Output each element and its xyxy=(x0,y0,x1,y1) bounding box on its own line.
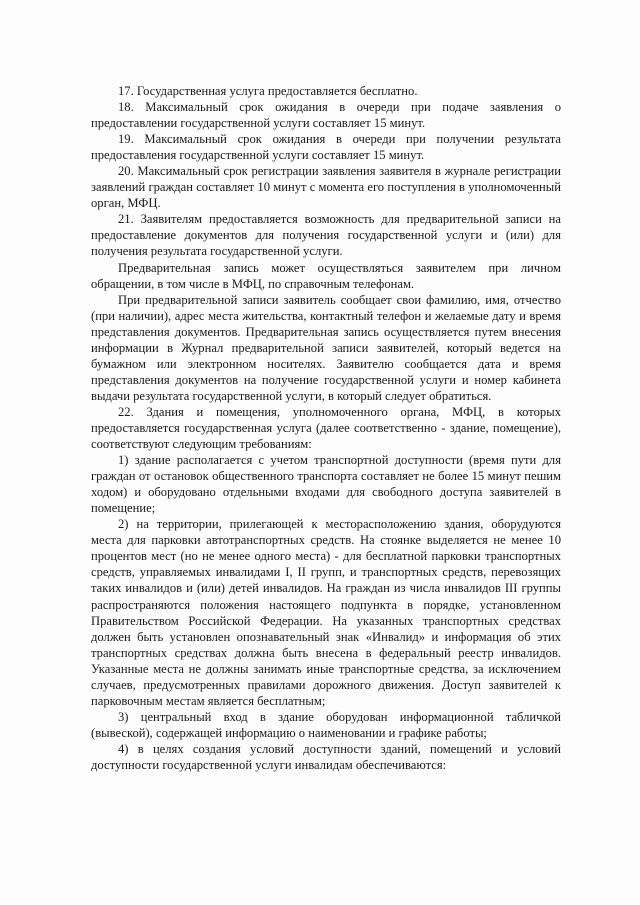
paragraph-22-item-4: 4) в целях создания условий доступности зданий, помещений и условий доступности государственной услуги инвалидам обеспечиваются: xyxy=(91,741,561,772)
paragraph-21-booking: Предварительная запись может осуществляться заявителем при личном обращении, в том числе в МФЦ, по справочным телефонам. xyxy=(91,260,561,291)
paragraph-18: 18. Максимальный срок ожидания в очереди при подаче заявления о предоставлении государственной услуги составляет 15 минут. xyxy=(91,100,561,131)
paragraph-20: 20. Максимальный срок регистрации заявления заявителя в журнале регистрации заявлений граждан составляет 10 минут с момента его поступления в уполномоченный орган, МФЦ. xyxy=(91,164,561,211)
paragraph-22-item-1: 1) здание располагается с учетом транспортной доступности (время пути для граждан от остановок общественного транспорта составляет не более 15 минут пешим ходом) и оборудовано отдельными входами для свободного доступа заявителей в помещение; xyxy=(91,453,561,516)
paragraph-22-item-3: 3) центральный вход в здание оборудован информационной табличкой (вывеской), содержащей информацию о наименовании и графике работы; xyxy=(91,709,561,740)
paragraph-21: 21. Заявителям предоставляется возможность для предварительной записи на предоставление документов для получения государственной услуги и (или) для получения результата государственной услуги. xyxy=(91,212,561,259)
paragraph-17: 17. Государственная услуга предоставляется бесплатно. xyxy=(118,84,418,98)
document-body xyxy=(91,83,561,773)
paragraph-22-item-2: 2) на территории, прилегающей к месторасположению здания, оборудуются места для парковки автотранспортных средств. На стоянке выделяется не менее 10 процентов мест (но не менее одного места) - для бесплатной парковки транспортных средств, управляемых инвалидами I, II групп, и транспортных средств, перевозящих таких инвалидов и (или) детей инвалидов. На граждан из числа инвалидов III группы распространяются положения настоящего подпункта в порядке, установленном Правительством Российской Федерации. На указанных транспортных средствах должен быть установлен опознавательный знак «Инвалид» и информация об этих транспортных средствах должна быть внесена в федеральный реестр инвалидов. Указанные места не должны занимать иные транспортные средства, за исключением случаев, предусмотренных правилами дорожного движения. Доступ заявителей к парковочным местам является бесплатным; xyxy=(91,517,561,708)
paragraph-22: 22. Здания и помещения, уполномоченного органа, МФЦ, в которых предоставляется государственная услуга (далее соответственно - здание, помещение), соответствуют следующим требованиям: xyxy=(91,404,561,452)
paragraph-19: 19. Максимальный срок ожидания в очереди при получении результата предоставления государственной услуги составляет 15 минут. xyxy=(91,132,561,163)
paragraph-21-booking-details: При предварительной записи заявитель сообщает свои фамилию, имя, отчество (при наличии), адрес места жительства, контактный телефон и желаемые дату и время представления документов. Предварительная запись осуществляется путем внесения информации в Журнал предварительной записи заявителей, который ведется на бумажном или электронном носителях. Заявителю сообщается дата и время представления документов на получение государственной услуги и номер кабинета выдачи результата государственной услуги, в который следует обратиться. xyxy=(91,292,561,403)
